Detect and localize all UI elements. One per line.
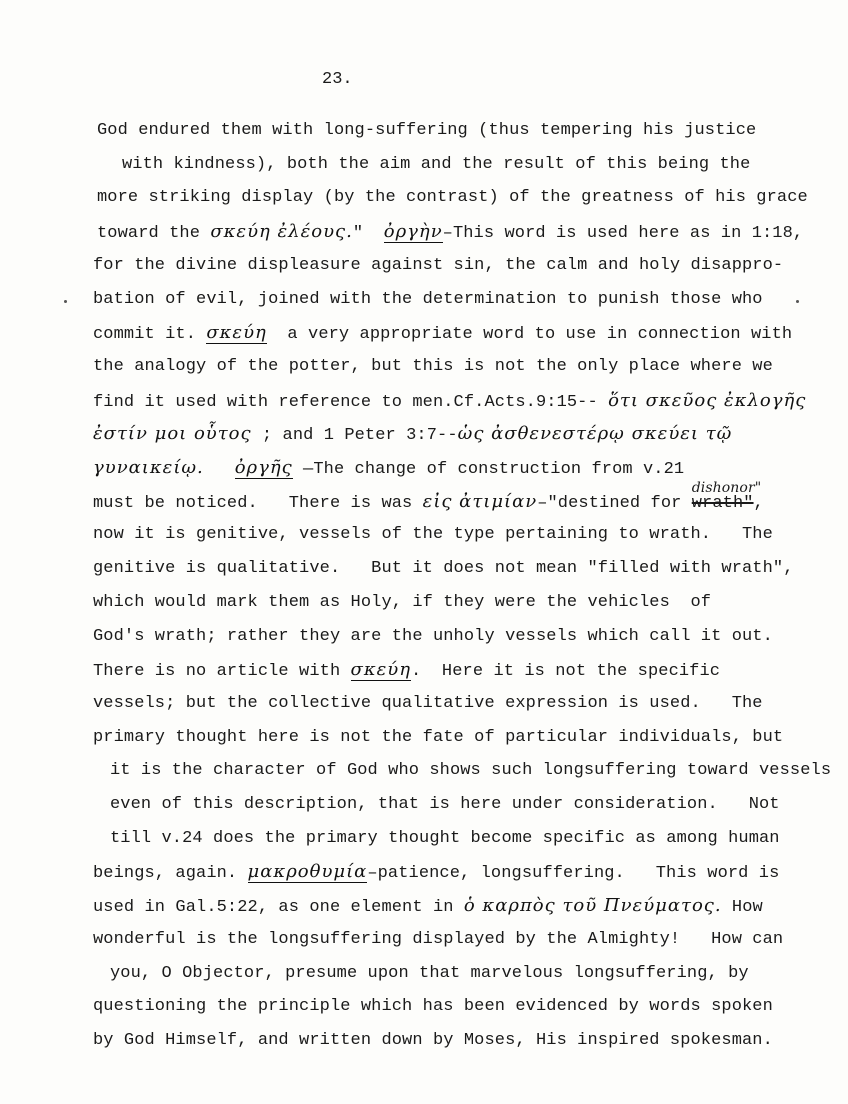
text-line [122,155,750,175]
typed-text: a very appropriate word to use in connection with [266,325,793,345]
text-line [110,829,780,849]
text-line [93,593,711,613]
handwritten-greek-underlined: μακροθυμία [247,861,368,883]
typed-text: God's wrath; rather they are the unholy vessels which call it out. [93,626,773,646]
handwritten-greek: σκεύη ἐλέους. [210,221,353,243]
typed-text: —The change of construction from v.21 [292,460,685,479]
text-line [93,391,806,413]
text-line [110,795,780,815]
text-line [93,479,764,514]
typed-text: . Here it is not the specific [411,662,721,682]
handwritten-greek: ἐστίν μοι οὗτος [93,423,252,445]
typed-text: even of this description, that is here under consideration. Not [110,795,780,814]
text-line [97,222,803,244]
typed-text: –"destined for [537,493,692,513]
handwritten-greek: ὁ καρπὸς τοῦ Πνεύματος. [463,895,722,917]
text-line [93,357,773,377]
text-line [93,525,773,545]
typed-text: you, O Objector, presume upon that marvelous longsuffering, by [110,963,749,983]
handwritten-greek: γυναικείῳ. [93,457,204,478]
typed-text: There is no article with [93,662,351,682]
handwritten-greek: ὡς ἀσθενεστέρῳ σκεύει τῷ [457,423,733,445]
typed-text: by God Himself, and written down by Moses, His inspired spokesman. [93,1030,773,1050]
typed-text: questioning the principle which has been evidenced by words spoken [93,997,773,1017]
text-line [93,627,773,647]
handwritten-greek: εἰς ἀτιμίαν [422,490,538,512]
typed-text: primary thought here is not the fate of particular individuals, but [93,727,784,747]
paper-speck [64,300,67,303]
typed-text: –This word is used here as in 1:18, [442,224,804,244]
typed-text: God endured them with long-suffering (thus tempering his justice [97,121,757,140]
typed-text: more striking display (by the contrast) of the greatness of his grace [97,188,808,208]
handwritten-greek-underlined: ὀργὴν [383,221,443,243]
typed-text: vessels; but the collective qualitative expression is used. The [93,693,763,713]
typed-text: the analogy of the potter, but this is not the only place where we [93,356,773,376]
text-line [93,323,792,345]
typed-text: for the divine displeasure against sin, the calm and holy disappro- [93,255,784,275]
paper-speck [796,300,799,303]
typed-text: , [753,493,764,513]
correction [691,479,762,513]
typed-text: with kindness), both the aim and the result of this being the [122,154,751,174]
text-line [93,1031,773,1051]
typed-text: toward the [97,224,211,244]
text-line [93,559,794,579]
text-line [93,930,783,950]
typed-text: it is the character of God who shows such longsuffering toward vessels [110,761,832,781]
text-line [93,694,763,714]
text-line [93,862,779,884]
typed-text: used in Gal.5:22, as one element in [93,898,464,918]
typed-text: must be noticed. There is was [93,493,423,513]
typed-text: ; and 1 Peter 3:7-- [251,426,458,446]
handwritten-correction: dishonor" [691,479,762,496]
handwritten-greek-underlined: ὀργῆς [234,457,293,478]
text-line [93,896,763,918]
typed-text: wonderful is the longsuffering displayed by the Almighty! How can [93,929,784,949]
text-line [93,660,720,682]
text-line [97,188,808,208]
typed-text: How [721,898,763,918]
struck-text: wrath" [691,493,754,513]
typed-text: " [352,224,384,244]
text-line [93,256,783,276]
typed-text: beings, again. [93,864,248,884]
typed-text [204,460,235,479]
typed-text: till v.24 does the primary thought become specific as among human [110,828,780,848]
text-line [93,424,732,446]
text-line [93,997,773,1017]
handwritten-greek: ὅτι σκεῦος ἐκλογῆς [608,389,807,411]
handwritten-greek-underlined: σκεύη [350,659,412,681]
typed-text: which would mark them as Holy, if they were the vehicles of [93,592,712,612]
typed-text: now it is genitive, vessels of the type pertaining to wrath. The [93,525,773,545]
text-line [110,761,831,781]
text-line [93,458,684,480]
page-number: 23. [322,70,353,89]
text-line [93,728,783,748]
typed-text: bation of evil, joined with the determination to punish those who [93,289,763,309]
text-line [93,290,763,310]
typed-text: –patience, longsuffering. This word is [367,864,780,884]
handwritten-greek-underlined: σκεύη [206,322,267,344]
typed-text: find it used with reference to men.Cf.Acts.9:15-- [93,392,609,412]
typed-text: genitive is qualitative. But it does not mean "filled with wrath", [93,559,794,579]
text-line [97,121,756,141]
text-line [110,964,749,984]
typed-text: commit it. [93,325,207,345]
